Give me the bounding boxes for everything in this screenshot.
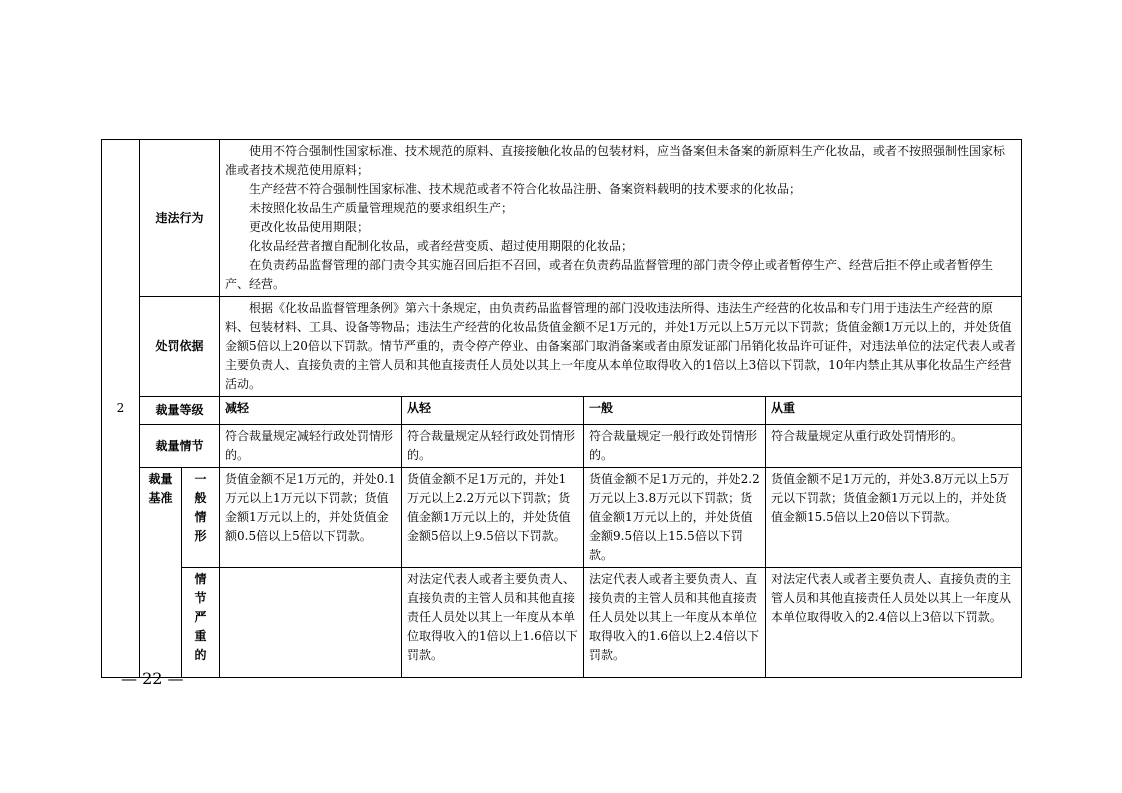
level-heavy: 从重 (766, 397, 1022, 425)
circumstance-cell: 符合裁量规定减轻行政处罚情形的。 (220, 425, 402, 468)
circumstance-cell: 符合裁量规定从轻行政处罚情形的。 (402, 425, 584, 468)
violation-content (220, 140, 1022, 297)
violation-paragraph: 使用不符合强制性国家标准、技术规范的原料、直接接触化妆品的包装材料，应当备案但未备案的新原料生产化妆品，或者不按照强制性国家标准或者技术规范使用原料； (225, 144, 1006, 177)
basis-label: 处罚依据 (140, 297, 220, 397)
circumstances-row (102, 425, 1022, 468)
serious-label-text: 情节严重的 (194, 572, 207, 662)
page-number: — 22 — (121, 669, 184, 688)
basis-text: 根据《化妆品监督管理条例》第六十条规定，由负责药品监督管理的部门没收违法所得、违法生产经营的化妆品和专门用于违法生产经营的原料、包装材料、工具、设备等物品；违法生产经营的化妆品货值金额不足1万元的，并处1万元以上5万元以下罚款；货值金额1万元以上的，并处货值金额5倍以上20倍以下罚款。情节严重的，责令停产停业、由备案部门取消备案或者由原发证部门吊销化妆品许可证件，对违法单位的法定代表人或者主要负责人、直接负责的主管人员和其他直接责任人员处以其上一年度从本单位取得收入的1倍以上3倍以下罚款，10年内禁止其从事化妆品生产经营活动。 (225, 301, 1016, 391)
level-general: 一般 (584, 397, 766, 425)
serious-cell-empty (220, 568, 402, 678)
circumstance-cell: 符合裁量规定一般行政处罚情形的。 (584, 425, 766, 468)
level-lenient: 从轻 (402, 397, 584, 425)
basis-content (220, 297, 1022, 397)
serious-cell: 对法定代表人或者主要负责人、直接负责的主管人员和其他直接责任人员处以其上一年度从本单位取得收入的2.4倍以上3倍以下罚款。 (766, 568, 1022, 678)
violation-paragraph: 在负责药品监督管理的部门责令其实施召回后拒不召回，或者在负责药品监督管理的部门责令停止或者暂停生产、经营后拒不停止或者暂停生产、经营。 (225, 258, 994, 291)
levels-row (102, 397, 1022, 425)
general-label-text: 一般情形 (194, 472, 207, 543)
violation-label: 违法行为 (140, 140, 220, 297)
general-cell: 货值金额不足1万元的，并处2.2万元以上3.8万元以下罚款；货值金额1万元以上的，并处货值金额9.5倍以上15.5倍以下罚款。 (584, 468, 766, 568)
violation-paragraph: 更改化妆品使用期限； (249, 220, 370, 234)
general-label (182, 468, 220, 568)
basis-row (102, 297, 1022, 397)
serious-cell: 对法定代表人或者主要负责人、直接负责的主管人员和其他直接责任人员处以其上一年度从本单位取得收入的1倍以上1.6倍以下罚款。 (402, 568, 584, 678)
row-number: 2 (102, 140, 140, 678)
violation-paragraph: 未按照化妆品生产质量管理规范的要求组织生产； (249, 201, 514, 215)
general-cell: 货值金额不足1万元的，并处3.8万元以上5万元以下罚款；货值金额1万元以上的，并处货值金额15.5倍以上20倍以下罚款。 (766, 468, 1022, 568)
benchmark-serious-row (102, 568, 1022, 678)
violation-paragraph: 化妆品经营者擅自配制化妆品，或者经营变质、超过使用期限的化妆品； (249, 239, 634, 253)
serious-label (182, 568, 220, 678)
level-lighten: 减轻 (220, 397, 402, 425)
violation-row (102, 140, 1022, 297)
serious-cell: 法定代表人或者主要负责人、直接负责的主管人员和其他直接责任人员处以其上一年度从本单位取得收入的1.6倍以上2.4倍以下罚款。 (584, 568, 766, 678)
benchmark-label-text: 裁量基准 (148, 472, 173, 505)
benchmark-label (140, 468, 182, 678)
circumstances-label: 裁量情节 (140, 425, 220, 468)
general-cell: 货值金额不足1万元的，并处1万元以上2.2万元以下罚款；货值金额1万元以上的，并处货值金额5倍以上9.5倍以下罚款。 (402, 468, 584, 568)
levels-label: 裁量等级 (140, 397, 220, 425)
benchmark-general-row (102, 468, 1022, 568)
penalty-table (101, 139, 1022, 678)
circumstance-cell: 符合裁量规定从重行政处罚情形的。 (766, 425, 1022, 468)
violation-paragraph: 生产经营不符合强制性国家标准、技术规范或者不符合化妆品注册、备案资料载明的技术要求的化妆品； (249, 182, 802, 196)
general-cell: 货值金额不足1万元的，并处0.1万元以上1万元以下罚款；货值金额1万元以上的，并处货值金额0.5倍以上5倍以下罚款。 (220, 468, 402, 568)
